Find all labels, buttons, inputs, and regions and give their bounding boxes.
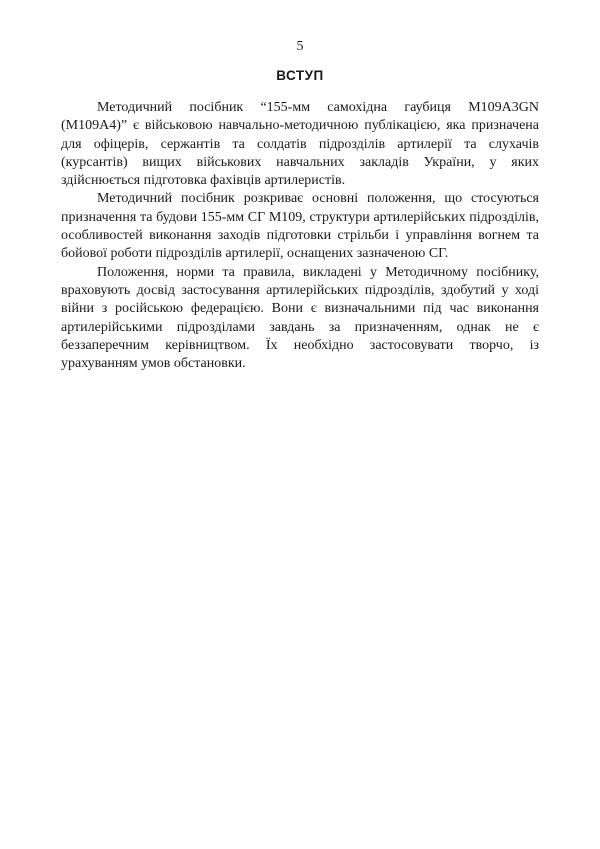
section-title: ВСТУП (276, 68, 324, 83)
page-number: 5 (296, 39, 304, 54)
paragraph-intro: Методичний посібник “155-мм самохідна гаубиця M109A3GN (M109A4)” є військовою навчально-методичною публікацією, яка призначена для офіцерів, сержантів та солдатів підрозділів артилерії та слухачів (курсантів) вищих військових навчальних закладів України, у яких здійснюється підготовка фахівців артилеристів. (61, 100, 539, 189)
body-text (61, 99, 539, 373)
paragraph-provisions: Положення, норми та правила, викладені у Методичному посібнику, враховують досвід застосування артилерійських підрозділів, здобутий у ході війни з російською федерацією. Вони є визначальними під час виконання артилерійськими підрозділами завдань за призначенням, однак не є беззаперечним керівництвом. Їх необхідно застосовувати творчо, із урахуванням умов обстановки. (61, 264, 539, 372)
paragraph-contents: Методичний посібник розкриває основні положення, що стосуються призначення та будови 155-мм СГ M109, структури артилерійських підрозділів, особливостей виконання заходів підготовки стрільби і управління вогнем та бойової роботи підрозділів артилерії, оснащених зазначеною СГ. (61, 191, 539, 262)
